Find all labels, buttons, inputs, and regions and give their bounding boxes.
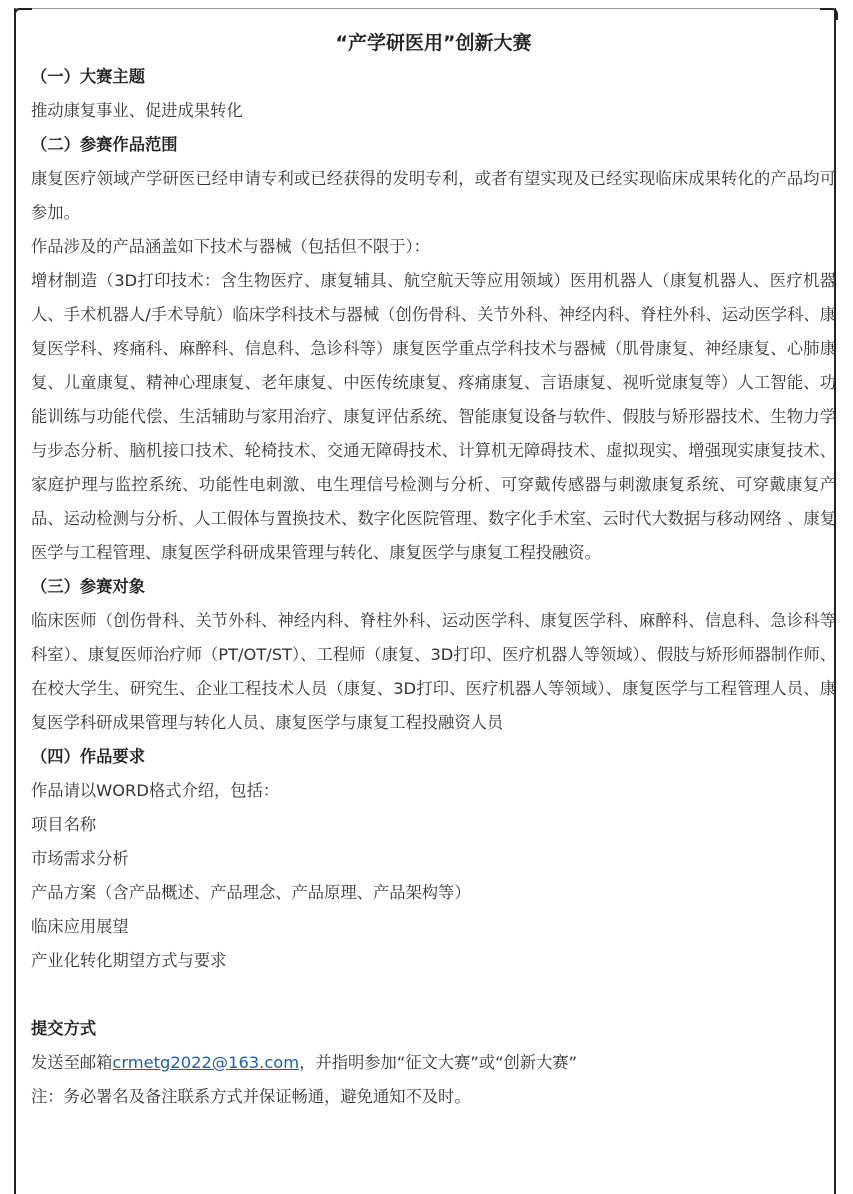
theme-text: 推动康复事业、促进成果转化	[31, 101, 243, 120]
requirements-intro: 作品请以WORD格式介绍，包括：	[31, 781, 280, 800]
requirement-item: 市场需求分析	[31, 849, 129, 868]
page-title: “产学研医用”创新大赛	[335, 32, 532, 54]
scope-text-technologies: 增材制造（3D打印技术：含生物医疗、康复辅具、航空航天等应用领域）医用机器人（康复机器人、医疗机器人、手术机器人/手术导航）临床学科技术与器械（创伤骨科、关节外科、神经内科、脊柱外科、运动医学科、康复医学科、疼痛科、麻醉科、信息科、急诊科等）康复医学重点学科技术与器械（肌骨康复、神经康复、心肺康复、儿童康复、精神心理康复、老年康复、中医传统康复、疼痛康复、言语康复、视听觉康复等）人工智能、功能训练与功能代偿、生活辅助与家用治疗、康复评估系统、智能康复设备与软件、假肢与矫形器技术、生物力学与步态分析、脑机接口技术、轮椅技术、交通无障碍技术、计算机无障碍技术、虚拟现实、增强现实康复技术、家庭护理与监控系统、功能性电刺激、电生理信号检测与分析、可穿戴传感器与刺激康复系统、可穿戴康复产品、运动检测与分析、人工假体与置换技术、数字化医院管理、数字化手术室、云时代大数据与移动网络 、康复医学与工程管理、康复医学科研成果管理与转化、康复医学与康复工程投融资。	[31, 271, 836, 562]
submission-line	[31, 1046, 836, 1080]
section-heading-participants: （三）参赛对象	[31, 577, 145, 596]
scope-text-intro: 作品涉及的产品涵盖如下技术与器械（包括但不限于）：	[31, 237, 430, 256]
submission-note: 注：务必署名及备注联系方式并保证畅通，避免通知不及时。	[31, 1087, 471, 1106]
section-heading-submission: 提交方式	[31, 1019, 97, 1038]
document-body	[31, 26, 836, 1114]
submission-prefix: 发送至邮箱	[31, 1053, 113, 1072]
requirement-item: 临床应用展望	[31, 917, 129, 936]
frame-corner-top-right	[820, 8, 838, 20]
submission-suffix: ，并指明参加“征文大赛”或“创新大赛”	[299, 1053, 578, 1072]
blank-line	[31, 978, 836, 1012]
requirement-item: 产品方案（含产品概述、产品理念、产品原理、产品架构等）	[31, 883, 471, 902]
participants-text: 临床医师（创伤骨科、关节外科、神经内科、脊柱外科、运动医学科、康复医学科、麻醉科、信息科、急诊科等科室）、康复医师治疗师（PT/OT/ST）、工程师（康复、3D打印、医疗机器人等领域）、假肢与矫形师器制作师、在校大学生、研究生、企业工程技术人员（康复、3D打印、医疗机器人等领域）、康复医学与工程管理人员、康复医学科研成果管理与转化人员、康复医学与康复工程投融资人员	[31, 611, 836, 732]
section-heading-requirements: （四）作品要求	[31, 747, 145, 766]
requirement-item: 项目名称	[31, 815, 97, 834]
section-heading-theme: （一）大赛主题	[31, 67, 145, 86]
frame-corner-top-left	[14, 8, 32, 20]
section-heading-scope: （二）参赛作品范围	[31, 135, 178, 154]
scope-text-eligibility: 康复医疗领域产学研医已经申请专利或已经获得的发明专利，或者有望实现及已经实现临床成果转化的产品均可参加。	[31, 169, 836, 222]
requirement-item: 产业化转化期望方式与要求	[31, 951, 227, 970]
email-link[interactable]: crmetg2022@163.com	[112, 1053, 300, 1072]
